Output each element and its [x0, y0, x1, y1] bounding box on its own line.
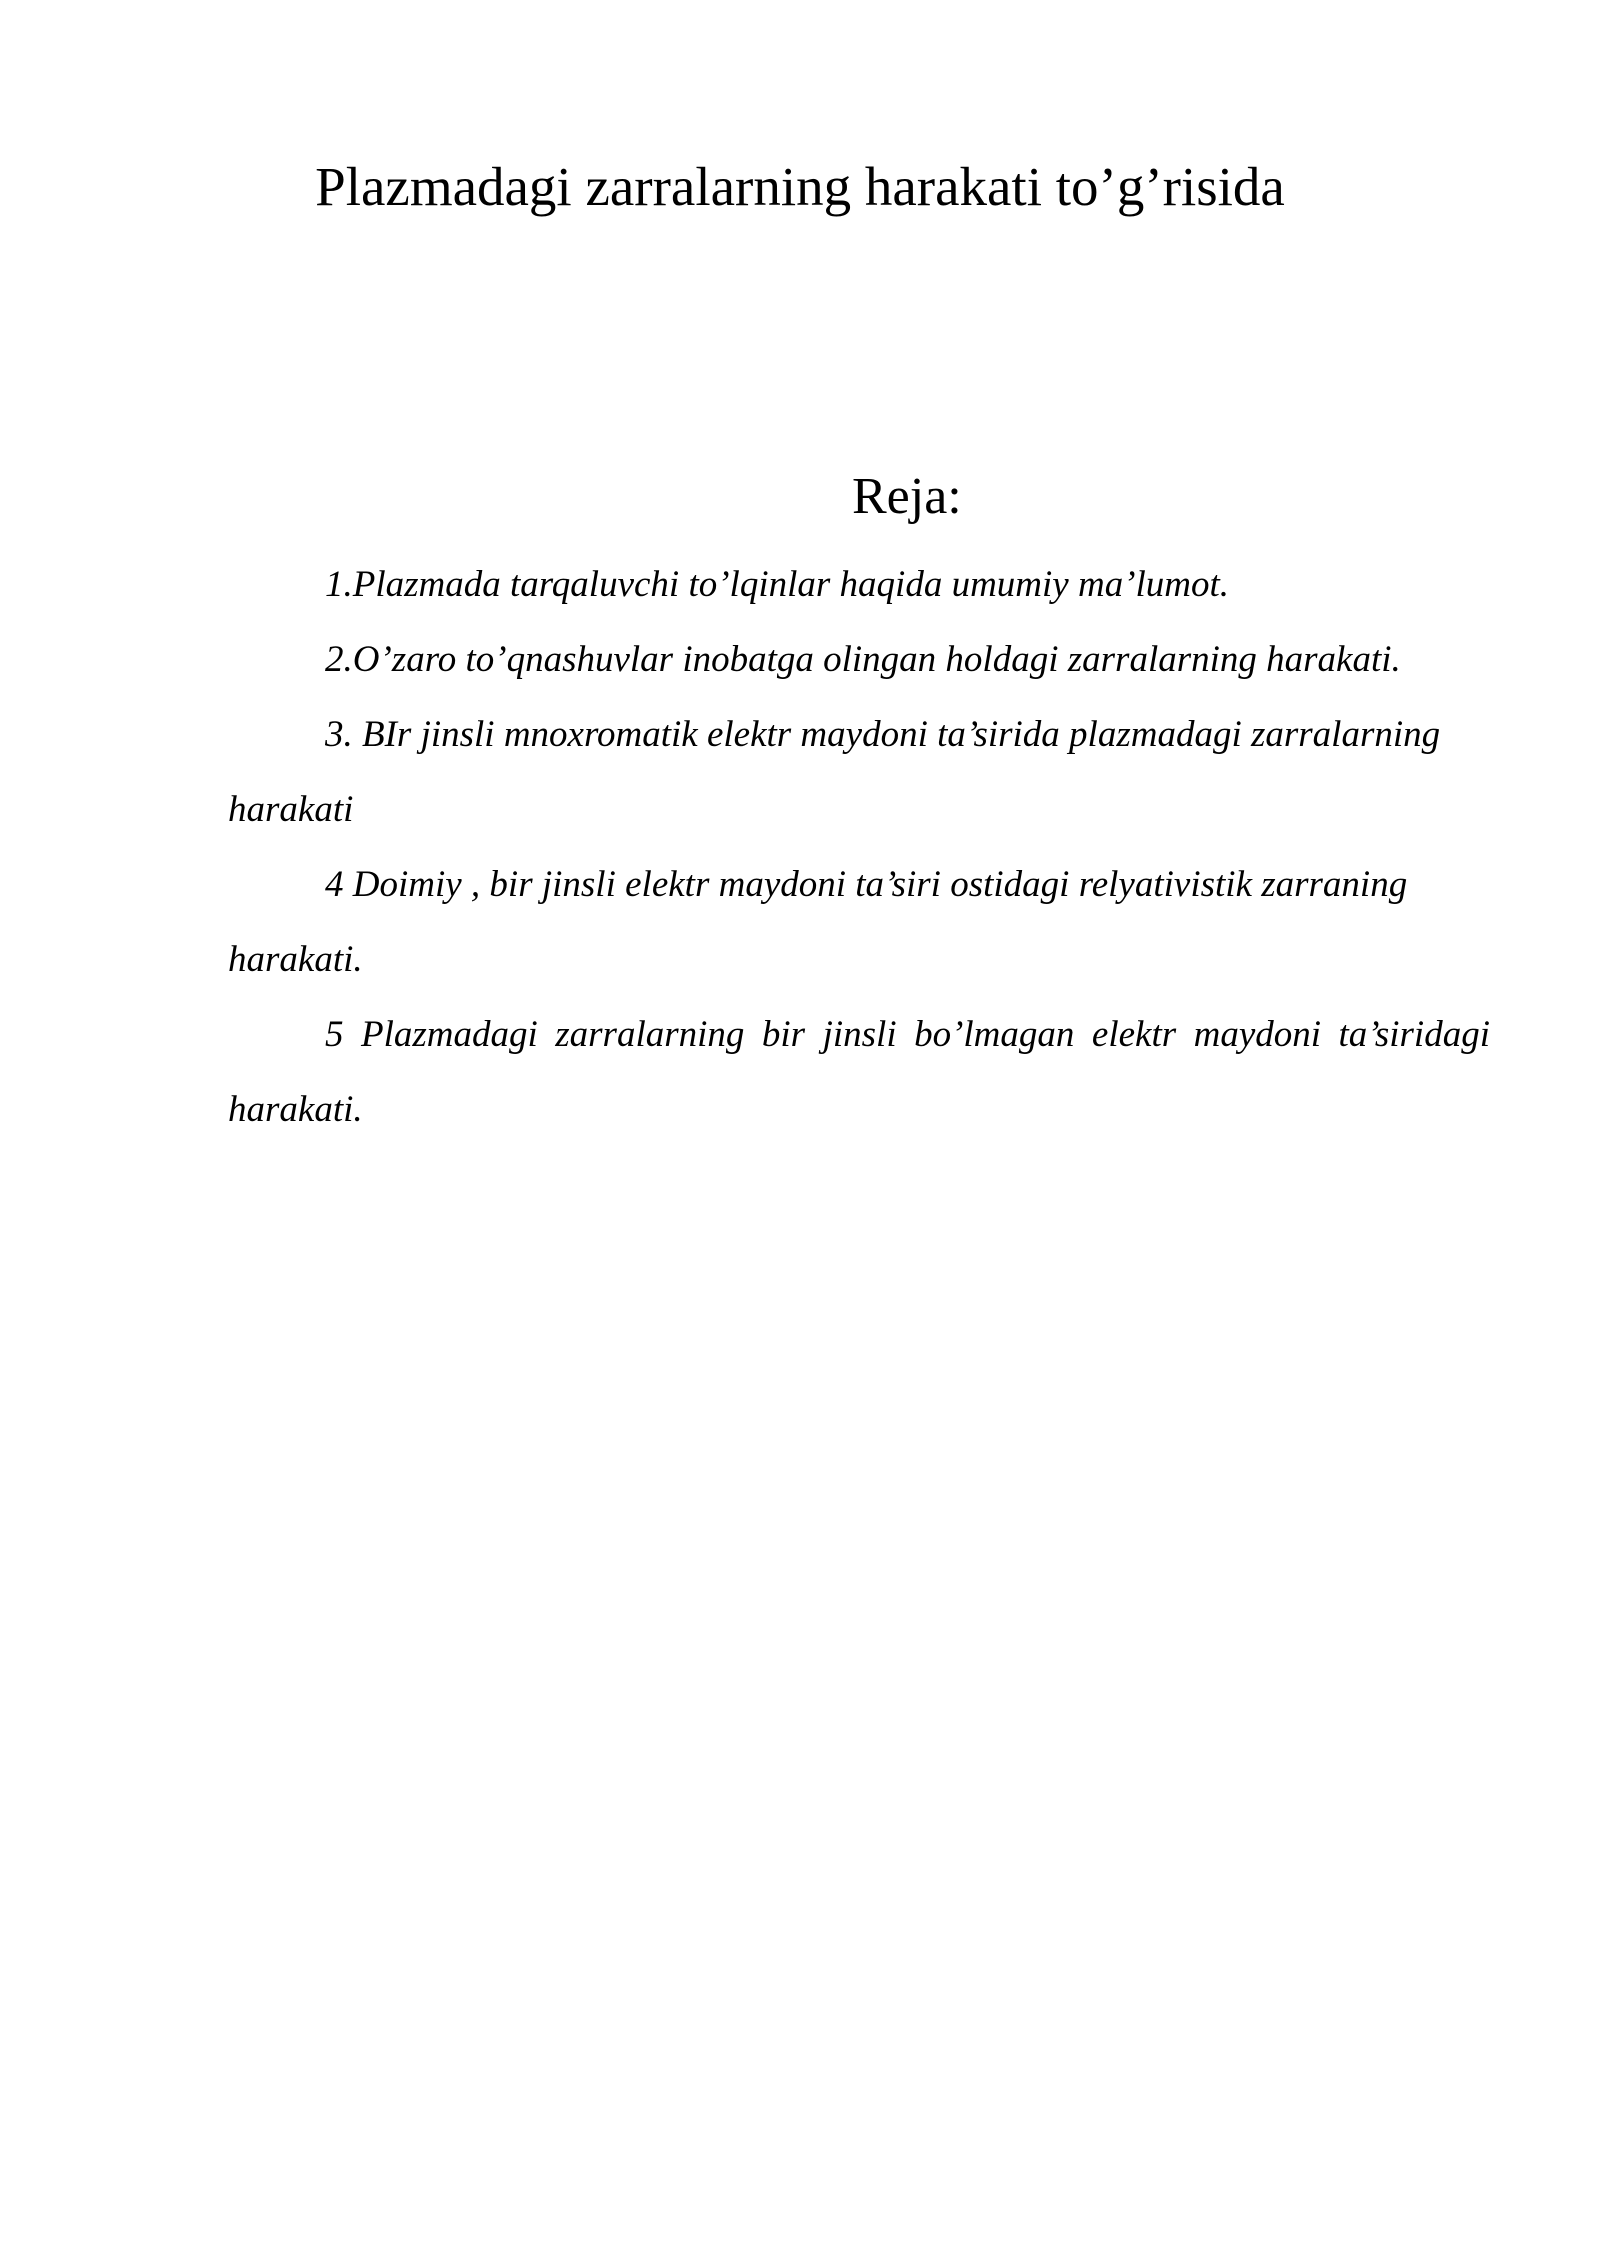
plan-heading: Reja: [852, 468, 962, 525]
plan-list [228, 547, 1490, 1147]
plan-item-2: 2.O’zaro to’qnashuvlar inobatga olingan holdagi zarralarning harakati. [325, 639, 1401, 680]
document-title: Plazmadagi zarralarning harakati to’g’risida [315, 156, 1285, 217]
plan-item-5: 5 Plazmadagi zarralarning bir jinsli bo’lmagan elektr maydoni ta’siridagi harakati. [228, 1014, 1490, 1130]
plan-item-1: 1.Plazmada tarqaluvchi to’lqinlar haqida umumiy ma’lumot. [325, 564, 1230, 605]
plan-item-3: 3. BIr jinsli mnoxromatik elektr maydoni ta’sirida plazmadagi zarralarning harakati [228, 714, 1441, 830]
plan-item-4: 4 Doimiy , bir jinsli elektr maydoni ta’siri ostidagi relyativistik zarraning harakati. [228, 864, 1408, 980]
